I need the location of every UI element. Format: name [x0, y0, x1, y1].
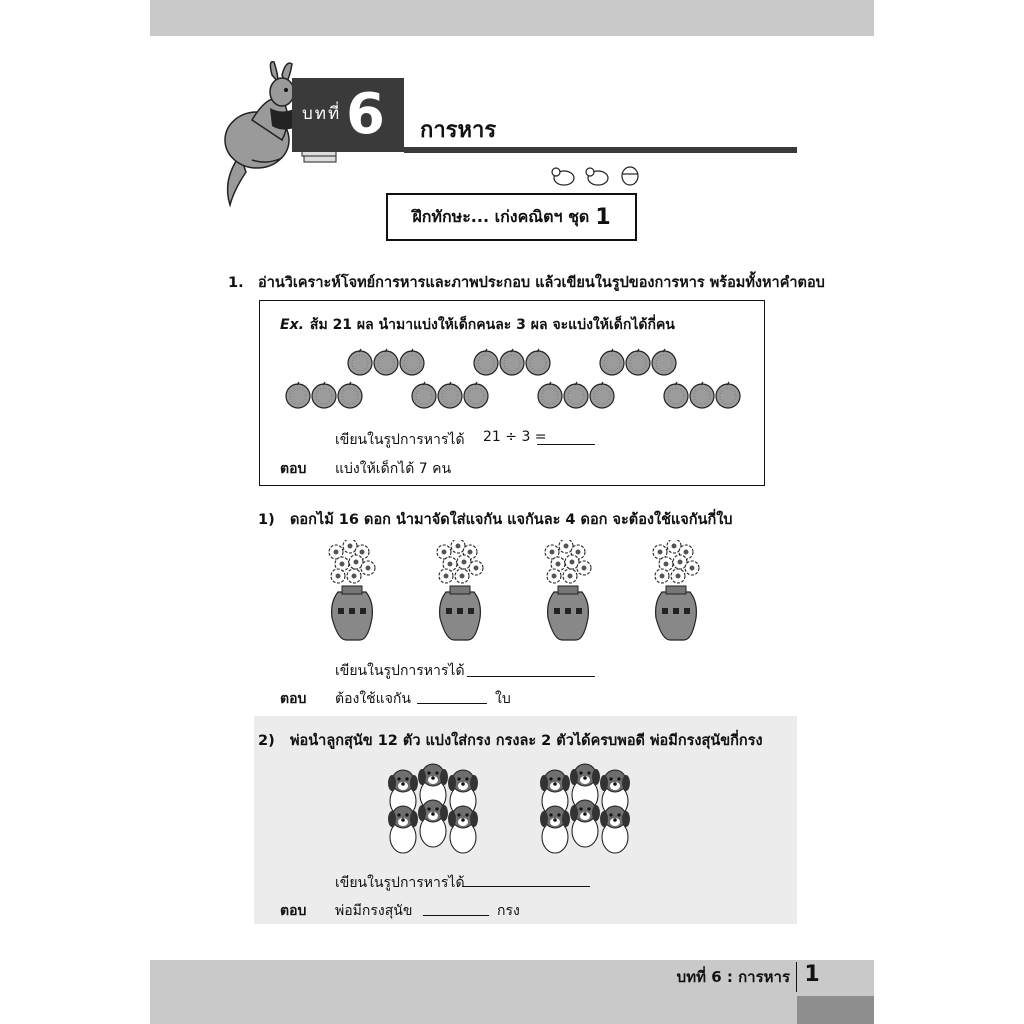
flower-vase-icon: [545, 540, 591, 640]
example-blank-line: [537, 444, 595, 445]
sub-question-2-write-blank[interactable]: [462, 886, 590, 887]
orange-icon: [526, 349, 550, 375]
sub-question-1-answer-unit: ใบ: [495, 691, 511, 707]
orange-icon: [664, 382, 688, 408]
example-answer-label: ตอบ: [280, 461, 307, 477]
orange-icon: [400, 349, 424, 375]
sub-question-1-answer-label: ตอบ: [280, 691, 307, 707]
sub-question-2-write-label: เขียนในรูปการหารได้: [335, 875, 465, 891]
orange-icon: [590, 382, 614, 408]
top-bar: [150, 0, 874, 36]
question-text: อ่านวิเคราะห์โจทย์การหารและภาพประกอบ แล้วเขียนในรูปของการหาร พร้อมทั้งหาคำตอบ: [258, 275, 825, 291]
puppies-illustration: [385, 755, 640, 855]
sub-question-2-number: 2): [258, 733, 275, 749]
page-number: 1: [804, 962, 820, 987]
orange-icon: [500, 349, 524, 375]
orange-icon: [286, 382, 310, 408]
flower-vases-illustration: [310, 540, 730, 645]
orange-icon: [626, 349, 650, 375]
orange-icon: [600, 349, 624, 375]
sub-question-2-answer-label: ตอบ: [280, 903, 307, 919]
sub-question-1: [258, 508, 733, 531]
bottom-bar-accent: [797, 996, 874, 1024]
orange-icon: [464, 382, 488, 408]
sub-question-1-write-label: เขียนในรูปการหารได้: [335, 663, 465, 679]
puppy-icon: [570, 800, 600, 847]
skill-set-number: 1: [595, 204, 611, 230]
oranges-illustration: [280, 345, 750, 415]
orange-icon: [474, 349, 498, 375]
example-prefix: Ex.: [280, 317, 304, 333]
birds-decoration-image: [548, 162, 644, 190]
example-write-label: เขียนในรูปการหารได้: [335, 432, 465, 448]
example-question-text: ส้ม 21 ผล นำมาแบ่งให้เด็กคนละ 3 ผล จะแบ่งให้เด็กได้กี่คน: [309, 317, 675, 333]
question-1: [228, 271, 825, 294]
chapter-label: บทที่: [302, 104, 342, 124]
puppy-icon: [388, 806, 418, 853]
orange-icon: [716, 382, 740, 408]
sub-question-2-answer-unit: กรง: [497, 903, 520, 919]
puppy-icon: [540, 806, 570, 853]
orange-icon: [412, 382, 436, 408]
sub-question-2-answer-blank[interactable]: [423, 915, 489, 916]
orange-icon: [312, 382, 336, 408]
puppy-icon: [448, 806, 478, 853]
chapter-underline: [404, 147, 797, 153]
sub-question-2-text: พ่อนำลูกสุนัข 12 ตัว แบ่งใส่กรง กรงละ 2 ตัวได้ครบพอดี พ่อมีกรงสุนัขกี่กรง: [290, 733, 763, 749]
example-answer-text: แบ่งให้เด็กได้ 7 คน: [335, 461, 452, 477]
sub-question-1-write-blank[interactable]: [467, 676, 595, 677]
orange-icon: [690, 382, 714, 408]
sub-question-2: [258, 729, 763, 752]
sub-question-1-answer-prefix: ต้องใช้แจกัน: [335, 691, 411, 707]
sub-question-1-number: 1): [258, 512, 275, 528]
chapter-title: การหาร: [420, 118, 497, 143]
orange-icon: [564, 382, 588, 408]
footer-divider: [796, 962, 797, 992]
orange-icon: [348, 349, 372, 375]
sub-question-2-answer-prefix: พ่อมีกรงสุนัข: [335, 903, 413, 919]
orange-icon: [652, 349, 676, 375]
question-number: 1.: [228, 275, 244, 291]
chapter-number: 6: [346, 82, 385, 147]
orange-icon: [374, 349, 398, 375]
example-question: [280, 314, 675, 336]
puppy-icon: [600, 806, 630, 853]
example-expression: 21 ÷ 3 =: [483, 429, 547, 445]
flower-vase-icon: [653, 540, 699, 640]
orange-icon: [438, 382, 462, 408]
flower-vase-icon: [329, 540, 375, 640]
skill-set-title-box: [386, 193, 637, 241]
puppy-icon: [418, 800, 448, 847]
orange-icon: [538, 382, 562, 408]
orange-icon: [338, 382, 362, 408]
sub-question-1-answer-blank[interactable]: [417, 703, 487, 704]
flower-vase-icon: [437, 540, 483, 640]
skill-set-title: ฝึกทักษะ... เก่งคณิตฯ ชุด: [412, 206, 590, 226]
footer-chapter: บทที่ 6 : การหาร: [676, 968, 790, 986]
sub-question-1-text: ดอกไม้ 16 ดอก นำมาจัดใส่แจกัน แจกันละ 4 ดอก จะต้องใช้แจกันกี่ใบ: [290, 512, 733, 528]
